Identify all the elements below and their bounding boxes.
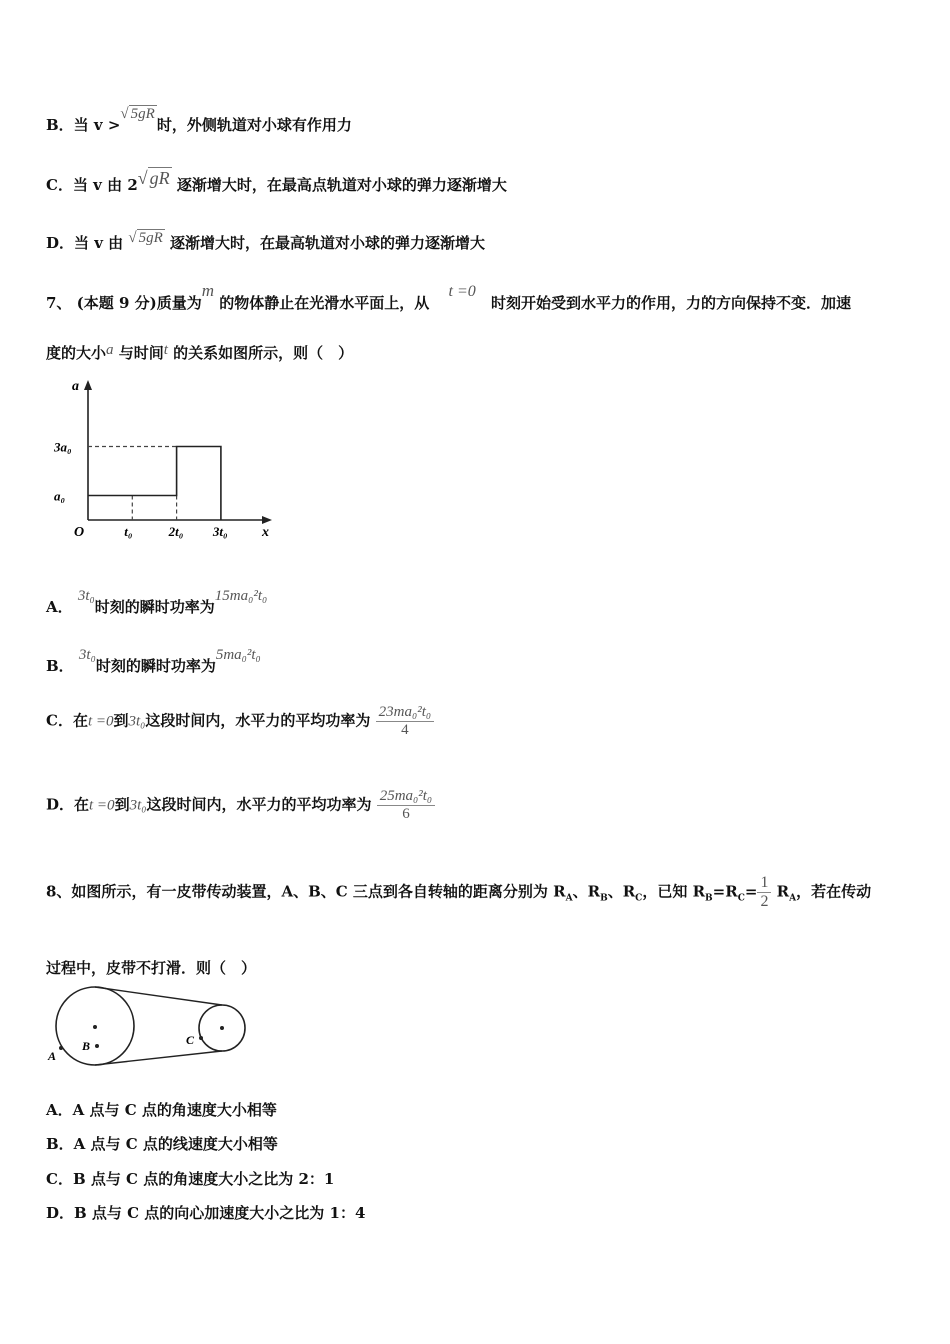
q8-stem-line1: 8、如图所示，有一皮带传动装置，A、B、C 三点到各自转轴的距离分别为 $R_A$、$R_B$、$R_C$，已知 $R_B=R_C=$ $\frac{1}{2}$ $R_A$，若在传动 [46,874,872,910]
y-tick-label: 3a₀ [54,439,72,455]
q7-stem-line1: 7、 (本题 9 分)质量为m 的物体静止在光滑水平面上，从 t =0 时刻开始受到水平力的作用，力的方向保持不变．加速 [46,281,852,312]
label-a: A [48,1049,57,1063]
acceleration-time-graph [50,372,290,552]
x-axis-arrow [262,516,272,524]
point-a-dot [59,1046,63,1050]
q7-option-d[interactable]: D．在t =0到3t₀这段时间内，水平力的平均功率为 $\frac{\text{25ma₀²t₀}}{6}$ [46,788,435,823]
origin-label: O [74,525,85,540]
axle-dot [93,1025,97,1029]
q8-option-a[interactable]: A．A 点与 C 点的角速度大小相等 [46,1101,277,1119]
q8-option-c[interactable]: C．B 点与 C 点的角速度大小之比为 2：1 [46,1170,335,1188]
q7-option-a[interactable]: A． 3t₀时刻的瞬时功率为15ma₀²t₀ [46,588,268,616]
sqrt-symbol: √ [128,230,137,246]
axle-dot-small [220,1026,224,1030]
q6-option-b[interactable]: B．当 v >√ 5gR时，外侧轨道对小球有作用力 [46,106,352,134]
q8-option-d[interactable]: D．B 点与 C 点的向心加速度大小之比为 1：4 [46,1204,366,1222]
q6-option-d[interactable]: D．当 v 由 √ 5gR 逐渐增大时，在最高轨道对小球的弹力逐渐增大 [46,230,486,252]
q7-option-c[interactable]: C．在t =0到3t₀这段时间内，水平力的平均功率为 $\frac{\text{23ma₀²t₀}}{4}$ [46,704,434,739]
x-tick-label: t₀ [124,524,133,539]
point-b-dot [95,1044,99,1048]
belt-drive-figure [44,984,254,1068]
belt-bottom [95,1051,222,1065]
radicand: 5gR [130,106,155,122]
radicand: gR [149,168,170,188]
belt-top [95,987,222,1005]
sqrt-symbol: √ [137,168,148,188]
point-c-dot [199,1036,203,1040]
x-tick-label: 3t₀ [212,524,228,539]
label-c: C [186,1033,195,1047]
label-b: B [82,1039,91,1053]
x-tick-label: 2t₀ [168,524,184,539]
fraction-half: $\frac{1}{2}$ [757,874,771,911]
y-axis-label: a [72,379,79,394]
sqrt-symbol: √ [120,106,129,122]
x-axis-label: x [262,525,269,540]
series-line [88,447,221,521]
q8-option-b[interactable]: B．A 点与 C 点的线速度大小相等 [46,1135,278,1153]
y-tick-label: a₀ [54,488,66,504]
q6-option-c[interactable]: C．当 v 由 2√ gR 逐渐增大时，在最高点轨道对小球的弹力逐渐增大 [46,168,507,194]
y-axis-arrow [84,380,92,390]
q7-option-b[interactable]: B． 3t₀时刻的瞬时功率为5ma₀²t₀ [46,647,261,675]
fraction: $\frac{\text{23ma₀²t₀}}{4}$ [376,704,434,739]
radicand: 5gR [138,230,163,246]
fraction: $\frac{\text{25ma₀²t₀}}{6}$ [377,788,435,823]
q7-stem-line2: 度的大小a 与时间t 的关系如图所示，则（ ） [46,342,354,362]
q8-stem-line2: 过程中，皮带不打滑．则（ ） [46,959,257,977]
